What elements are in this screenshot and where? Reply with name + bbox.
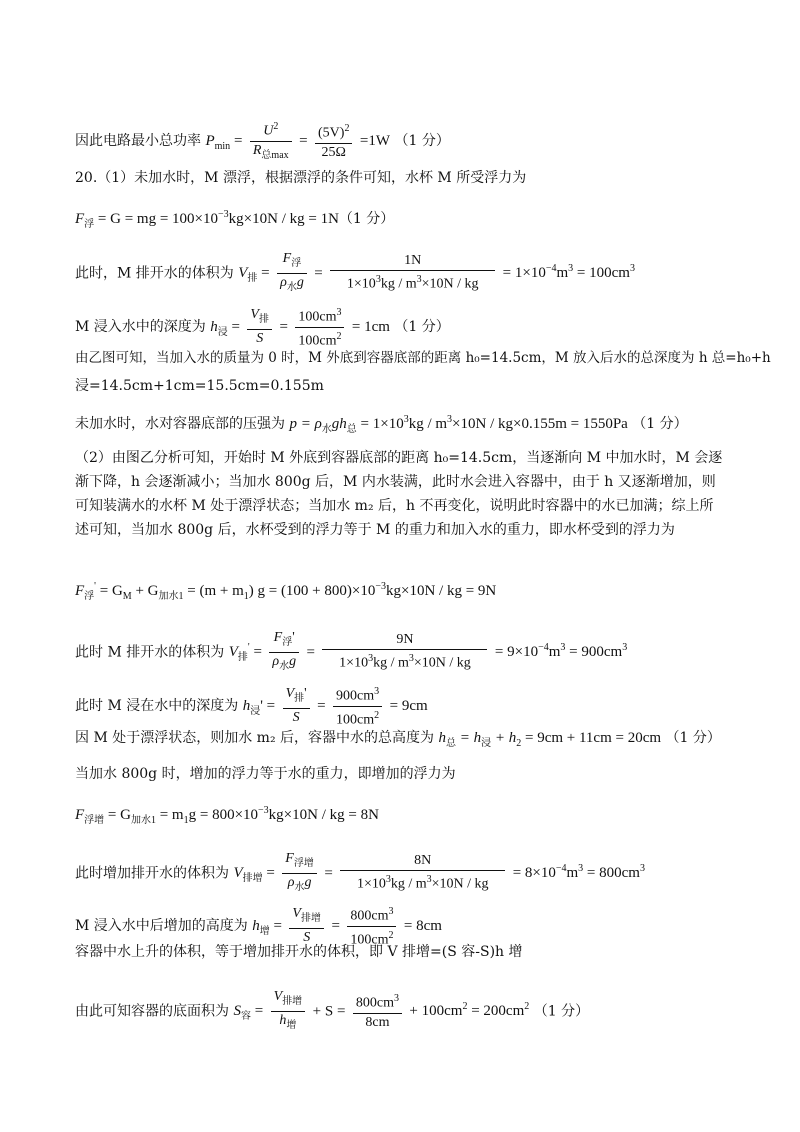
added-height: M 浸入水中后增加的高度为 $h_增$ = $\frac{V_{排增}}{S}$ = $\frac{800cm^3}{100cm^2}$ = 8cm: [75, 903, 735, 949]
part-2-analysis: （2）由图乙分析可知，开始时 M 外底到容器底部的距离 h₀=14.5cm，当逐渐向 M 中加水时，M 会逐渐下降，h 会逐渐减小；当加水 800g 后，M 内水装满，此时水会进入容器中，由于 h 又逐渐增加，则可知装满水的水杯 M 处于漂浮状态；当加水 m₂ 后，h 不再变化，说明此时容器中的水已加满；综上所述可知，当加水 800g 后，水杯受到的浮力等于 M 的重力和加入水的重力，即水杯受到的浮力为: [75, 450, 723, 538]
line-min-power: 因此电路最小总功率 $P_{min}$ = $\frac{U^2}{R_{总max}}$ = $\frac{(5V)^2}{25\Omega}$ =1W （1 分）: [75, 118, 735, 164]
base-area: 由此可知容器的底面积为 $S_容$ = $\frac{V_{排增}}{h_增}$ + S = $\frac{800cm^3}{8cm}$ + $100cm^2 = 200cm^2$ （1 分）: [75, 989, 590, 1031]
buoyancy-2: $F_浮' = G_M + G_{加水1} = (m + m_1) g = (100 + 800)\times 10^{-3}kg\times 10N$ / kg = 9N: [75, 581, 497, 602]
fraction: $\frac{U^2}{R_{总max}}$: [250, 118, 292, 164]
buoyancy-equation: $F_浮 = G$ = mg = $100\times 10^{-3}kg\times 10N$ / kg = 1N（1 分）: [75, 209, 395, 230]
text: 因此电路最小总功率: [75, 133, 201, 150]
problem-20-intro: 20.（1）未加水时，M 漂浮，根据漂浮的条件可知，水杯 M 所受浮力为: [75, 170, 527, 186]
displaced-volume-1: 此时，M 排开水的体积为 $V_排$ = $\frac{F_浮}{\rho_水g}$ = $\frac{1N}{1\times 10^3kg / m^3\times 10N / kg}$ = $1\times 10^{-4}m^3 = 100cm^3$: [75, 251, 635, 293]
total-depth: 浸=14.5cm+1cm=15.5cm=0.155m: [75, 378, 324, 394]
added-buoyancy: $F_{浮增} = G_{加水1} = m_1g = 800\times 10^{-3}kg\times 10N$ / kg = 8N: [75, 805, 379, 826]
pressure: 未加水时，水对容器底部的压强为 $p = \rho_水gh_总 = 1\times 10^3kg / m^3\times 10N / kg\times 0.155m = 1550Pa$ （1 分）: [75, 414, 688, 435]
immersion-depth-2: 此时 M 浸在水中的深度为 $h_浸'$ = $\frac{V_排'}{S}$ = $\frac{900cm^3}{100cm^2}$ = 9cm: [75, 683, 735, 729]
fraction: $\frac{(5V)^2}{25\Omega}$: [315, 120, 352, 162]
added-displaced-volume: 此时增加排开水的体积为 $V_{排增}$ = $\frac{F_{浮增}}{\rho_水g}$ = $\frac{8N}{1\times 10^3kg / m^3\times 10N / kg}$ = $8\times 10^{-4}m^3 = 800cm^3$: [75, 851, 645, 893]
displaced-volume-2: 此时 M 排开水的体积为 $V_排'$ = $\frac{F_浮'}{\rho_水g}$ = $\frac{9N}{1\times 10^3kg / m^3\times 10N / kg}$ = $9\times 10^{-4}m^3 = 900cm^3$: [75, 630, 628, 672]
immersion-depth-1: M 浸入水中的深度为 $h_浸$ = $\frac{V_排}{S}$ = $\frac{100cm^3}{100cm^2}$ = 1cm （1 分）: [75, 304, 735, 350]
graph-analysis: 由乙图可知，当加入水的质量为 0 时，M 外底到容器底部的距离 h₀=14.5cm，M 放入后水的总深度为 h 总=h₀+h: [75, 350, 771, 366]
volume-relation: 容器中水上升的体积，等于增加排开水的体积，即 V 排增=(S 容-S)h 增: [75, 944, 523, 960]
added-buoyancy-intro: 当加水 800g 时，增加的浮力等于水的重力，即增加的浮力为: [75, 766, 456, 782]
total-height: 因 M 处于漂浮状态，则加水 m₂ 后，容器中水的总高度为 $h_总 = h_浸 + h_2 = 9cm + 11cm = 20cm$ （1 分）: [75, 730, 721, 749]
